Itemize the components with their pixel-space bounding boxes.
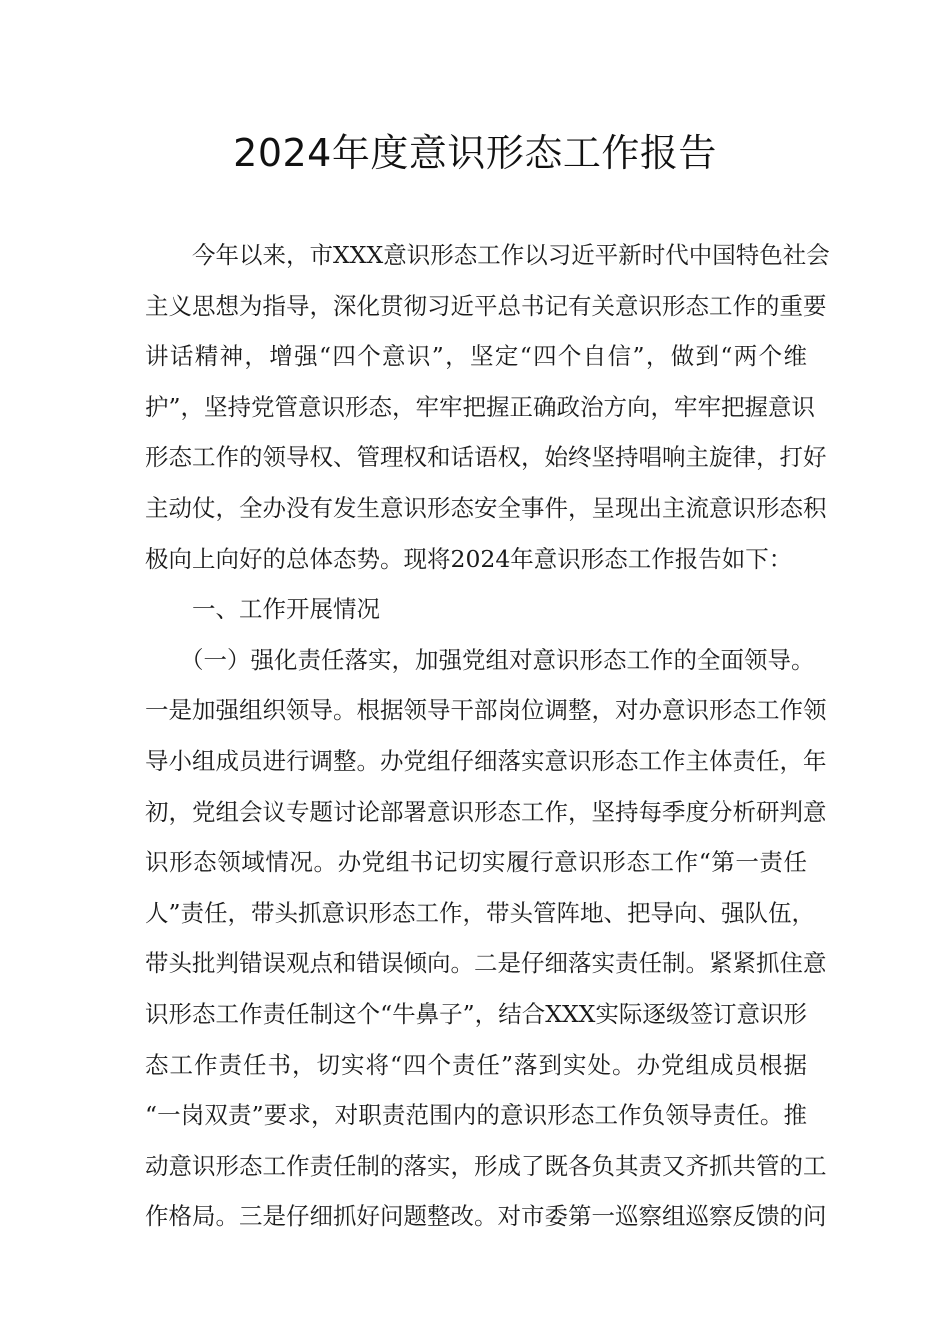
paragraph-line: “一岗双责”要求，对职责范围内的意识形态工作负领导责任。推 [145,1101,807,1130]
paragraph-line: 主义思想为指导，深化贯彻习近平总书记有关意识形态工作的重要 [145,291,827,320]
paragraph-line: 态工作责任书，切实将“四个责任”落到实处。办党组成员根据 [145,1050,807,1079]
paragraph-line: 今年以来，市XXX意识形态工作以习近平新时代中国特色社会 [192,241,830,269]
paragraph-line: 动意识形态工作责任制的落实，形成了既各负其责又齐抓共管的工 [145,1151,827,1180]
paragraph-line: 识形态工作责任制这个“牛鼻子”，结合XXX实际逐级签订意识形 [145,999,807,1028]
document-title: 2024年度意识形态工作报告 [233,131,717,175]
paragraph-line: 识形态领域情况。办党组书记切实履行意识形态工作“第一责任 [145,848,807,877]
paragraph-line: 极向上向好的总体态势。现将2024年意识形态工作报告如下： [145,544,793,573]
paragraph-line: 初，党组会议专题讨论部署意识形态工作，坚持每季度分析研判意 [145,797,827,826]
document-body [145,230,830,1242]
paragraph-line: 形态工作的领导权、管理权和话语权，始终坚持唱响主旋律，打好 [145,443,827,472]
paragraph-line: 讲话精神，增强“四个意识”，坚定“四个自信”，做到“两个维 [145,342,807,371]
paragraph-line: 一是加强组织领导。根据领导干部岗位调整，对办意识形态工作领 [145,696,827,725]
paragraph-line: 主动仗，全办没有发生意识形态安全事件，呈现出主流意识形态积 [145,493,827,522]
paragraph-line: 护”，坚持党管意识形态，牢牢把握正确政治方向，牢牢把握意识 [145,392,816,421]
paragraph-line: 作格局。三是仔细抓好问题整改。对市委第一巡察组巡察反馈的问 [145,1202,827,1231]
section-heading: 一、工作开展情况 [192,595,380,624]
paragraph-line: 人”责任，带头抓意识形态工作，带头管阵地、把导向、强队伍， [145,898,816,927]
paragraph-line: 导小组成员进行调整。办党组仔细落实意识形态工作主体责任，年 [145,746,827,775]
paragraph-line: 带头批判错误观点和错误倾向。二是仔细落实责任制。紧紧抓住意 [145,949,827,978]
subsection-heading: （一）强化责任落实，加强党组对意识形态工作的全面领导。 [180,645,815,674]
